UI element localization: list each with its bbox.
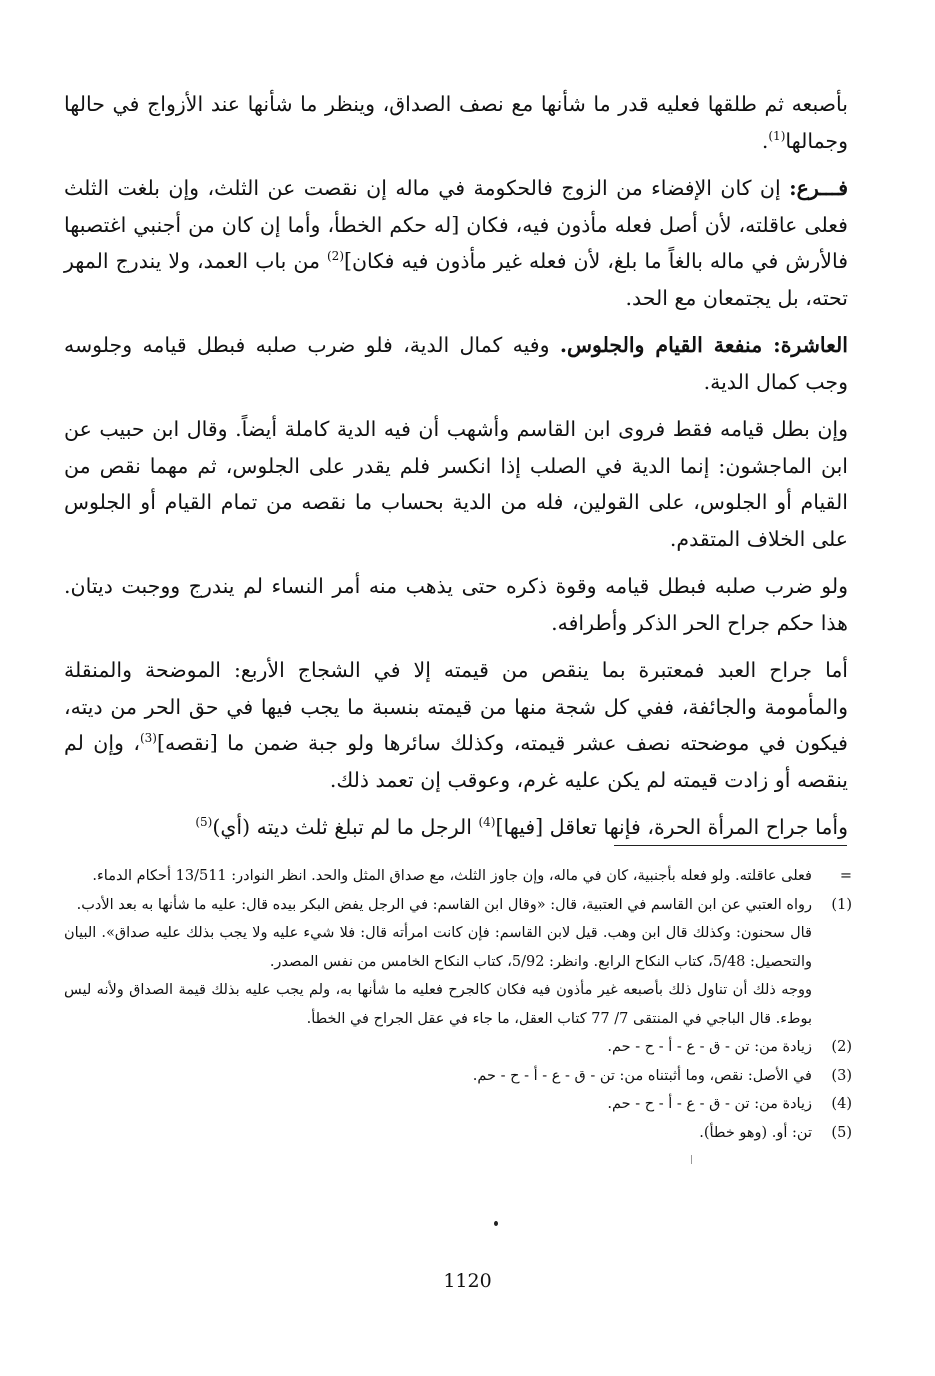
footnote-ref-5[interactable]: (5) <box>195 815 213 829</box>
footnote-text: قال سحنون: وكذلك قال ابن وهب. قيل لابن القاسم: فإن كانت امرأته قال: فلا شيء عليه ولا يجب بذلك عليه صداق». البيان والتحصيل: 5/48، كتاب النكاح الرابع. وانظر: 5/92، كتاب النكاح الخامس من نفس المصدر. <box>64 925 812 970</box>
footnote-ref-1[interactable]: (1) <box>768 128 786 143</box>
footnote-marker: (4) <box>831 1096 852 1112</box>
footnote-marker: (3) <box>831 1067 852 1084</box>
footnotes <box>64 862 852 1147</box>
footnote-ref-4[interactable]: (4) <box>478 815 496 829</box>
footnote-text: فعلى عاقلته. ولو فعله بأجنبية، كان في ماله، وإن جاوز الثلث، مع صداق المثل والحد. انظر النوادر: 13/511 أحكام الدماء. <box>92 868 812 884</box>
paragraph-4: وإن بطل قيامه فقط فروى ابن القاسم وأشهب أن فيه الدية كاملة أيضاً. وقال ابن حبيب عن ابن الماجشون: إنما الدية في الصلب إذا انكسر فلم يقدر على الجلوس، ثم مهما نقص من القيام أو الجلوس، على القولين، فله من الدية بحساب ما نقصه من تمام القيام أو الجلوس على الخلاف المتقدم. <box>64 417 848 551</box>
footnote-3 <box>64 1062 852 1091</box>
footnote-marker: (5) <box>831 1124 852 1141</box>
footnote-text: رواه العتبي عن ابن القاسم في العتبية، قال: «وقال ابن القاسم: في الرجل يفض البكر بيده قال: عليه ما شأنها به بعد الأدب. <box>76 896 812 913</box>
footnote-text: زيادة من: تن - ق - ع - أ - ح - حم. <box>607 1039 812 1055</box>
footnote-ref-2[interactable]: (2) <box>326 249 344 263</box>
footnote-1-continued <box>64 976 852 1033</box>
page-number: 1120 <box>443 1270 492 1292</box>
footnote-4 <box>64 1090 852 1119</box>
scan-dot <box>494 1221 498 1226</box>
footnote-marker: (2) <box>831 1039 852 1055</box>
footnote-2 <box>64 1033 852 1062</box>
footnote-marker: = <box>839 868 852 884</box>
footnote-marker: (1) <box>831 896 852 913</box>
footnote-text: زيادة من: تن - ق - ع - أ - ح - حم. <box>607 1096 812 1112</box>
paragraph-1: بأصبعه ثم طلقها فعليه قدر ما شأنها مع نصف الصداق، وينظر ما شأنها عند الأزواج في حالها وجمالها$^{(1)}$. <box>64 92 848 153</box>
footnote-ref-3[interactable]: (3) <box>139 731 157 745</box>
paragraph-tenth: العاشرة: منفعة القيام والجلوس. وفيه كمال الدية، فلو ضرب صلبه فبطل قيامه وجلوسه وجب كمال الدية. <box>64 333 848 394</box>
footnote-text: في الأصل: نقص، وما أثبتناه من: تن - ق - ع - أ - ح - حم. <box>472 1067 812 1084</box>
footnote-text: تن: أو. (وهو خطأ). <box>699 1124 812 1141</box>
paragraph-far: فـــرع: إن كان الإفضاء من الزوج فالحكومة في ماله إن نقصت عن الثلث، وإن بلغت الثلث فعلى عاقلته، لأن أصل فعله مأذون فيه، فكان [له حكم الخطأ، وأما إن كان من أجنبي اغتصبها فالأرش في ماله بالغاً ما بلغ، لأن فعله غير مأذون فيه فكان]$^{(2)}$ من باب العمد، ولا يندرج المهر تحته، بل يجتمعان مع الحد. <box>64 176 848 310</box>
main-text <box>64 86 848 857</box>
footnote-text: ووجه ذلك أن تناول ذلك بأصبعه غير مأذون فيه فكان كالجرح فعليه ما شأنها به، ولم يجب عليه بذلك قيمة الصداق ولأنه ليس بوطء. قال الباجي في المنتقى 7/ 77 كتاب العقل، ما جاء في عقل الجراح في الخطأ. <box>64 982 812 1027</box>
footnote-1-continued <box>64 919 852 976</box>
paragraph-5: ولو ضرب صلبه فبطل قيامه وقوة ذكره حتى يذهب منه أمر النساء لم يندرج ووجبت ديتان. هذا حكم جراح الحر الذكر وأطرافه. <box>64 574 848 635</box>
paragraph-6: أما جراح العبد فمعتبرة بما ينقص من قيمته إلا في الشجاج الأربع: الموضحة والمنقلة والمأمومة والجائفة، ففي كل شجة منها من قيمته بنسبة ما يجب فيها في حق الحر من ديته، فيكون في موضحته نصف عشر قيمته، وكذلك سائرها ولو جبة ضمن ما [نقصه]$^{(3)}$، وإن لم ينقصه أو زادت قيمته لم يكن عليه غرم، وعوقب إن تعمد ذلك. <box>64 658 848 792</box>
footnote-separator <box>614 845 847 846</box>
scan-speck <box>691 1155 692 1164</box>
footnote-1 <box>64 891 852 920</box>
paragraph-7: وأما جراح المرأة الحرة، فإنها تعاقل [فيها]$^{(4)}$ الرجل ما لم تبلغ ثلث ديته (أي)$^{(5)}$ <box>195 815 848 839</box>
footnote-5 <box>64 1119 852 1148</box>
footnote-continued <box>64 862 852 891</box>
section-heading-tenth: العاشرة: منفعة القيام والجلوس. <box>559 333 848 357</box>
section-heading-far: فـــرع: <box>789 176 848 200</box>
